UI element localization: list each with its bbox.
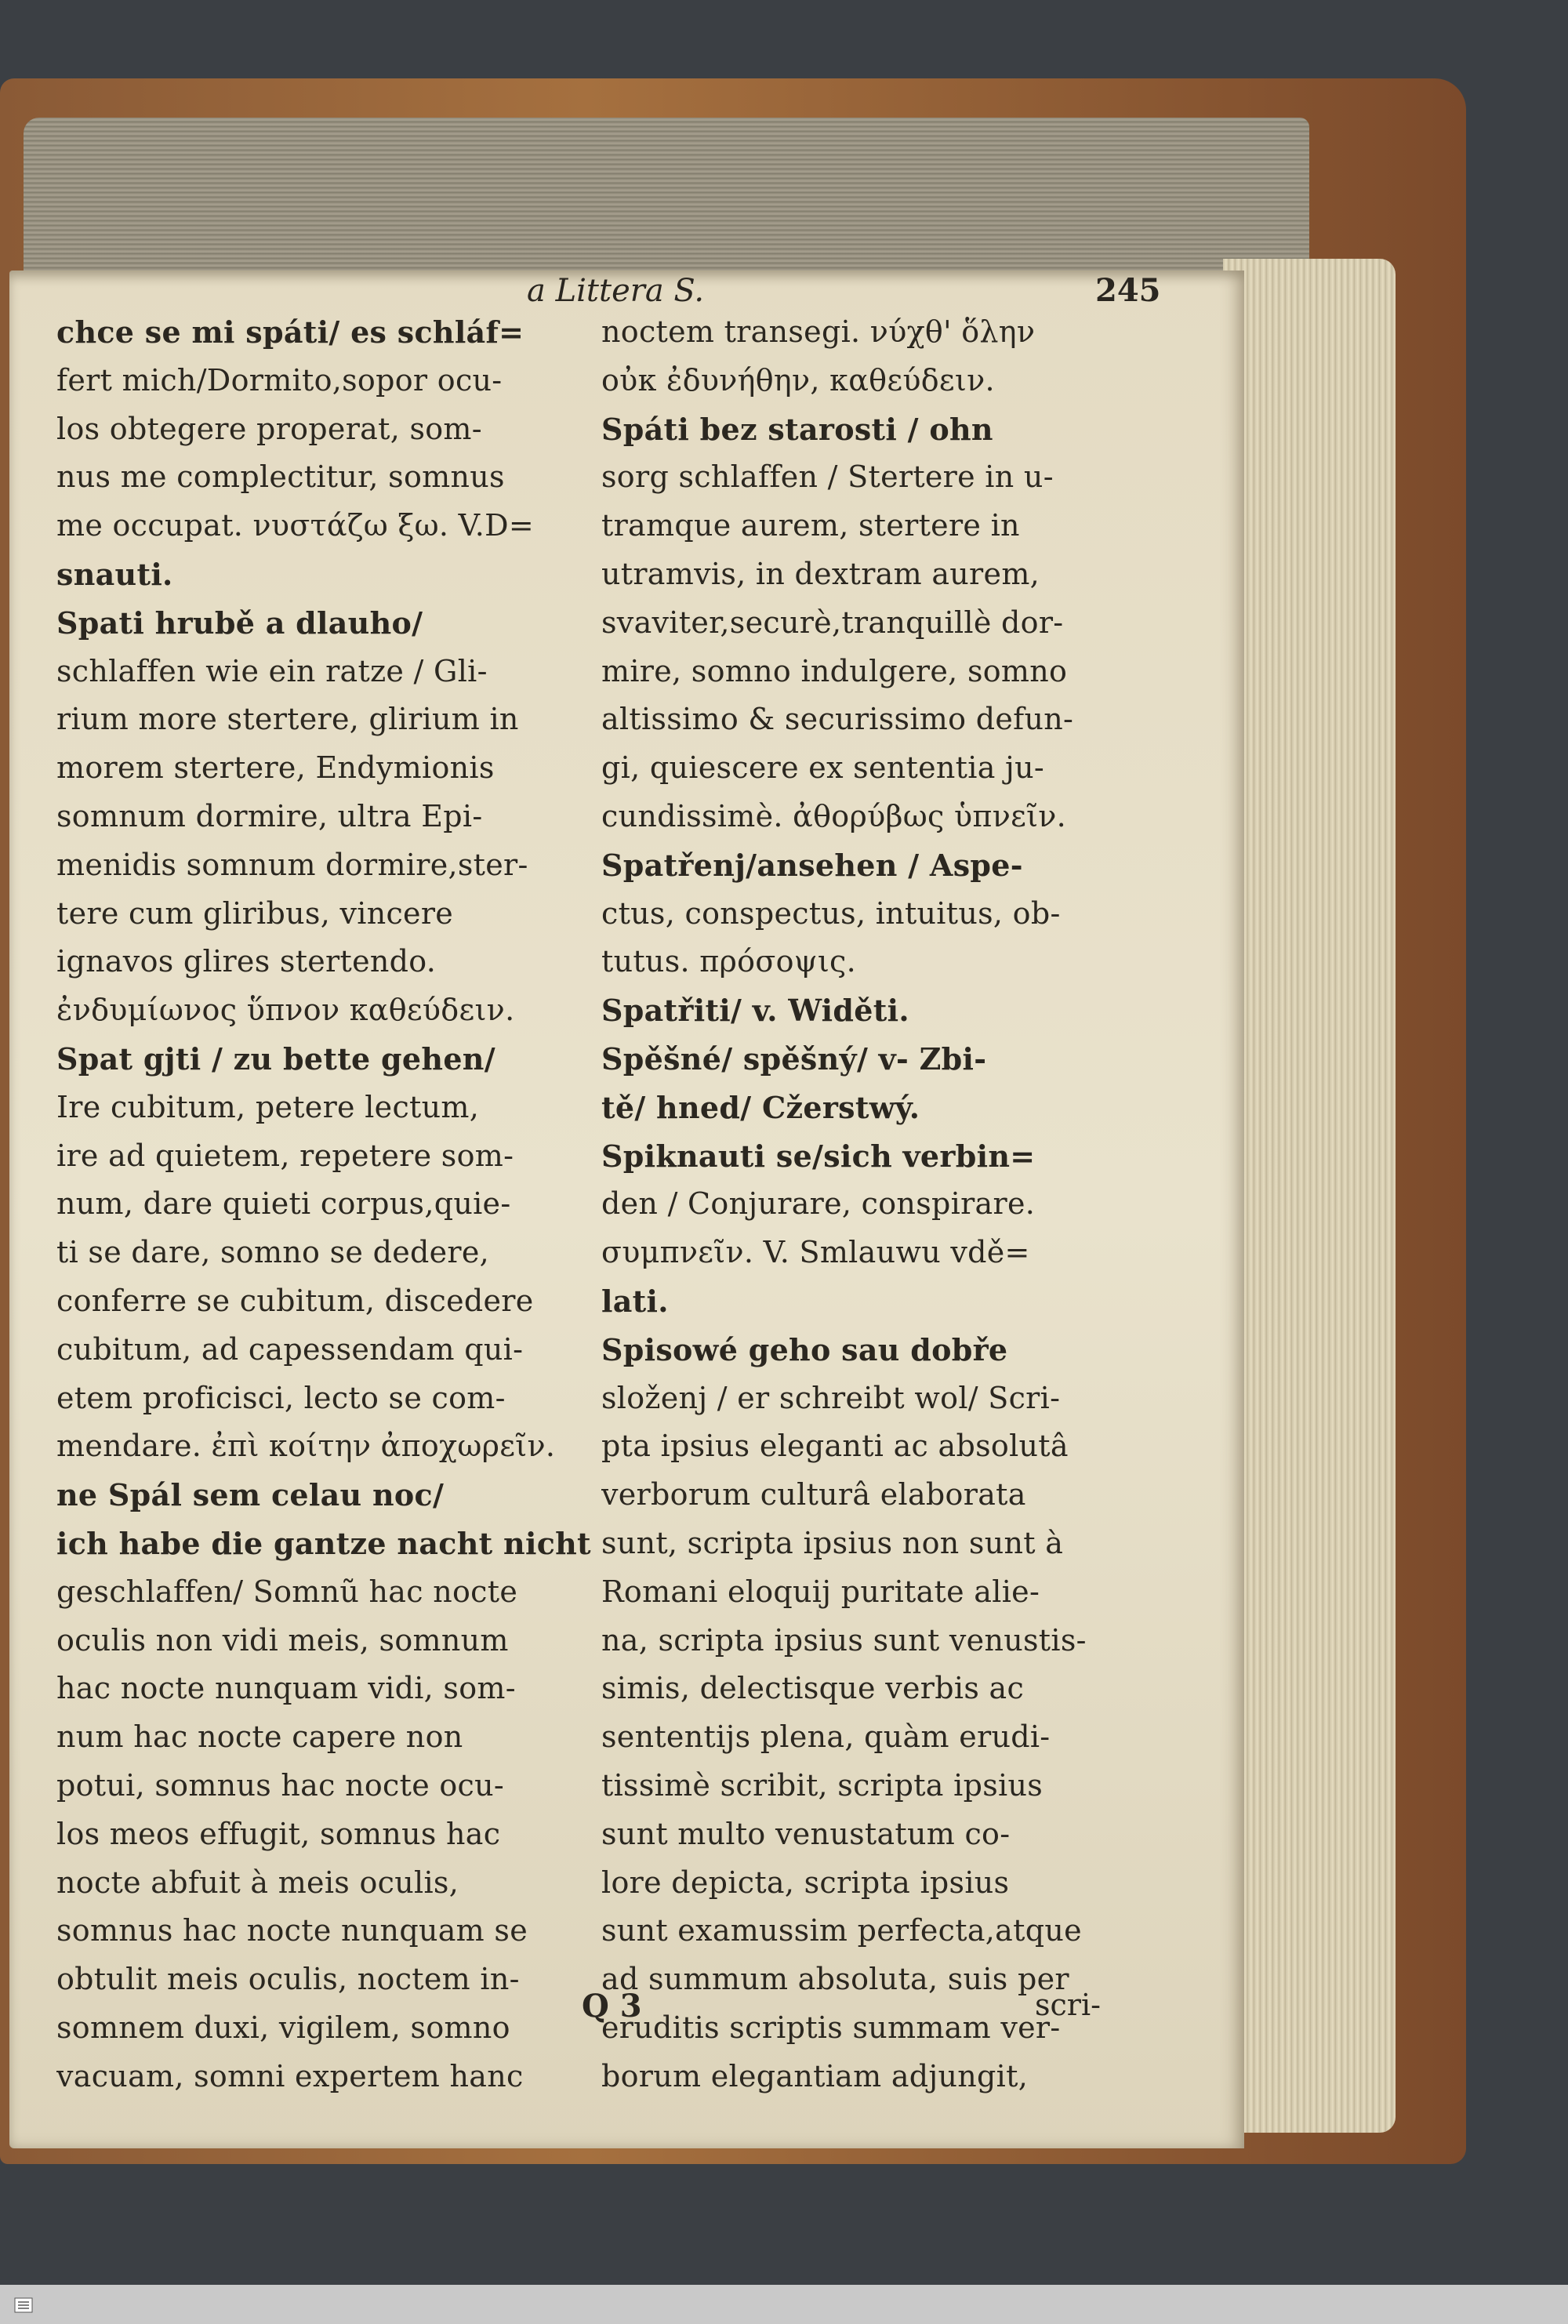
text-line: tě/ hned/ Cžerstwý. [601, 1089, 920, 1125]
text-line: tutus. πρόσοψις. [601, 944, 857, 979]
page-number: 245 [1095, 272, 1161, 309]
text-line: somnum dormire, ultra Epi- [56, 798, 483, 833]
catchword: scri- [1035, 1988, 1101, 2022]
text-line: Spěšné/ spěšný/ v- Zbi- [601, 1040, 987, 1077]
text-line: mire, somno indulgere, somno [601, 653, 1068, 688]
text-line: nus me complectitur, somnus [56, 459, 505, 495]
text-line: lore depicta, scripta ipsius [601, 1865, 1010, 1900]
text-line: noctem transegi. νύχθ' ὅλην [601, 314, 1036, 349]
text-line: geschlaffen/ Somnũ hac nocte [56, 1574, 518, 1609]
text-line: Spat gjti / zu bette gehen/ [56, 1040, 495, 1077]
text-line: los obtegere properat, som- [56, 411, 482, 446]
text-line: utramvis, in dextram aurem, [601, 556, 1040, 591]
text-line: ad summum absoluta, suis per [601, 1962, 1069, 1997]
text-line: tere cum gliribus, vincere [56, 895, 454, 931]
text-line: tramque aurem, stertere in [601, 508, 1020, 543]
text-line: los meos effugit, somnus hac [56, 1816, 501, 1851]
text-line: simis, delectisque verbis ac [601, 1671, 1025, 1706]
text-line: chce se mi spáti/ es schláf= [56, 314, 524, 350]
text-line: Ire cubitum, petere lectum, [56, 1089, 480, 1124]
text-line: cubitum, ad capessendam qui- [56, 1331, 524, 1367]
text-line: vacuam, somni expertem hanc [56, 2058, 524, 2093]
text-line: tissimè scribit, scripta ipsius [601, 1767, 1044, 1803]
text-line: ich habe die gantze nacht nicht [56, 1525, 591, 1561]
text-line: Spati hrubě a dlauho/ [56, 605, 423, 641]
text-line: den / Conjurare, conspirare. [601, 1186, 1036, 1222]
text-line: obtulit meis oculis, noctem in- [56, 1962, 520, 1997]
text-line: somnem duxi, vigilem, somno [56, 2010, 510, 2045]
text-line: οὐκ ἐδυνήθην, καθεύδειν. [601, 362, 995, 398]
text-line: menidis somnum dormire,ster- [56, 847, 528, 882]
running-header [9, 271, 1244, 311]
text-line: oculis non vidi meis, somnum [56, 1622, 509, 1658]
text-line: rium more stertere, glirium in [56, 702, 519, 737]
text-line: eruditis scriptis summam ver- [601, 2010, 1061, 2045]
text-line: složenj / er schreibt wol/ Scri- [601, 1380, 1061, 1415]
text-line: altissimo & securissimo defun- [601, 702, 1074, 737]
text-line: potui, somnus hac nocte ocu- [56, 1767, 505, 1803]
text-line: ti se dare, somno se dedere, [56, 1235, 490, 1270]
library-logo-icon [8, 2290, 39, 2321]
text-line: συμπνεῖν. V. Smlauwu vdě= [601, 1235, 1030, 1270]
text-line: lati. [601, 1283, 669, 1319]
text-line: snauti. [56, 556, 173, 592]
text-line: num hac nocte capere non [56, 1719, 463, 1755]
text-line: Spáti bez starosti / ohn [601, 411, 993, 447]
viewer-bottom-bar [0, 2285, 1568, 2324]
text-line: fert mich/Dormito,sopor ocu- [56, 362, 503, 398]
text-line: ire ad quietem, repetere som- [56, 1138, 514, 1173]
book-page [9, 271, 1244, 2148]
text-line: sunt examussim perfecta,atque [601, 1913, 1082, 1948]
text-line: somnus hac nocte nunquam se [56, 1913, 528, 1948]
signature-mark: Q 3 [582, 1988, 642, 2024]
page-edges-side [1223, 259, 1396, 2133]
right-column [601, 308, 1150, 2101]
text-line: ne Spál sem celau noc/ [56, 1477, 445, 1513]
text-line: etem proficisci, lecto se com- [56, 1380, 506, 1415]
text-line: na, scripta ipsius sunt venustis- [601, 1622, 1087, 1658]
text-line: Romani eloquij puritate alie- [601, 1574, 1040, 1609]
text-line: Spiknauti se/sich verbin= [601, 1138, 1036, 1174]
text-line: sententijs plena, quàm erudi- [601, 1719, 1051, 1755]
text-line: hac nocte nunquam vidi, som- [56, 1671, 516, 1706]
text-line: cundissimè. ἀθορύβως ὑπνεῖν. [601, 798, 1067, 833]
text-line: nocte abfuit à meis oculis, [56, 1865, 459, 1900]
text-line: me occupat. νυστάζω ξω. V.D= [56, 508, 535, 543]
left-column [56, 308, 605, 2101]
text-line: ignavos glires stertendo. [56, 944, 437, 979]
running-title: a Littera S. [527, 273, 705, 309]
text-line: sunt, scripta ipsius non sunt à [601, 1525, 1064, 1560]
text-line: Spatřiti/ v. Widěti. [601, 993, 909, 1029]
text-line: ἐνδυμίωνος ὕπνον καθεύδειν. [56, 993, 515, 1028]
text-line: conferre se cubitum, discedere [56, 1283, 534, 1318]
text-line: sunt multo venustatum co- [601, 1816, 1011, 1851]
text-line: Spatřenj/ansehen / Aspe- [601, 847, 1023, 883]
text-line: mendare. ἐπὶ κοίτην ἀποχωρεῖν. [56, 1429, 556, 1464]
text-line: svaviter,securè,tranquillè dor- [601, 605, 1064, 640]
text-line: sorg schlaffen / Stertere in u- [601, 459, 1054, 495]
text-line: schlaffen wie ein ratze / Gli- [56, 653, 488, 688]
text-line: verborum culturâ elaborata [601, 1477, 1026, 1512]
text-line: morem stertere, Endymionis [56, 750, 495, 786]
text-line: pta ipsius eleganti ac absolutâ [601, 1429, 1069, 1464]
text-line: borum elegantiam adjungit, [601, 2058, 1029, 2093]
text-line: Spisowé geho sau dobře [601, 1331, 1008, 1367]
text-line: num, dare quieti corpus,quie- [56, 1186, 511, 1222]
text-line: gi, quiescere ex sententia ju- [601, 750, 1045, 786]
text-line: ctus, conspectus, intuitus, ob- [601, 895, 1061, 931]
